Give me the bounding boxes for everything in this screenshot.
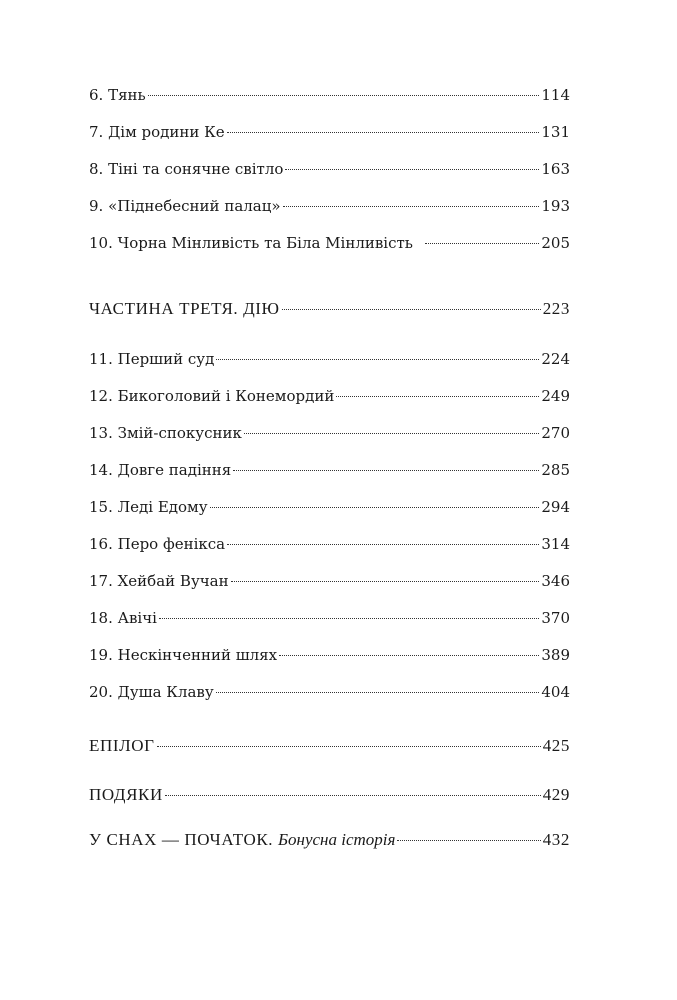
toc-entry-title: 19. Нескінченний шлях — [89, 646, 278, 664]
dot-leader — [282, 309, 541, 310]
toc-entry-page: 314 — [541, 535, 570, 553]
toc-entry-page: 224 — [541, 350, 570, 368]
toc-entry-chapter-9[interactable] — [89, 197, 570, 221]
toc-entry-page: 389 — [541, 646, 570, 664]
toc-entry-page: 205 — [541, 234, 570, 252]
dot-leader — [425, 243, 539, 244]
toc-entry-page: 163 — [541, 160, 570, 178]
toc-entry-title: 9. «Піднебесний палац» — [89, 197, 281, 215]
toc-entry-chapter-10[interactable] — [89, 234, 570, 258]
toc-entry-acknowledgements[interactable] — [89, 785, 570, 809]
toc-entry-title: 7. Дім родини Ке — [89, 123, 225, 141]
toc-entry-page: 432 — [542, 830, 570, 849]
toc-entry-chapter-16[interactable] — [89, 535, 570, 559]
toc-entry-chapter-18[interactable] — [89, 609, 570, 633]
dot-leader — [231, 581, 540, 582]
toc-entry-title-italic: Бонусна історія — [278, 830, 396, 849]
dot-leader — [283, 206, 540, 207]
toc-entry-chapter-17[interactable] — [89, 572, 570, 596]
toc-entry-title — [89, 830, 395, 850]
dot-leader — [244, 433, 539, 434]
toc-entry-page: 425 — [542, 736, 570, 755]
toc-entry-page: 346 — [541, 572, 570, 590]
toc-entry-title: 18. Авічі — [89, 609, 157, 627]
toc-entry-page: 249 — [541, 387, 570, 405]
toc-entry-page: 370 — [541, 609, 570, 627]
toc-entry-title: ЕПІЛОГ — [89, 736, 155, 755]
dot-leader — [157, 746, 541, 747]
toc-entry-chapter-8[interactable] — [89, 160, 570, 184]
toc-entry-page: 223 — [542, 299, 570, 318]
toc-entry-epilogue[interactable] — [89, 736, 570, 760]
toc-entry-chapter-6[interactable] — [89, 86, 570, 110]
dot-leader — [279, 655, 539, 656]
dot-leader — [216, 692, 540, 693]
toc-entry-page: 270 — [541, 424, 570, 442]
toc-entry-page: 294 — [541, 498, 570, 516]
dot-leader — [159, 618, 539, 619]
dot-leader — [227, 132, 540, 133]
dot-leader — [210, 507, 540, 508]
toc-entry-page: 404 — [541, 683, 570, 701]
toc-entry-title-main: У СНАХ — ПОЧАТОК. — [89, 830, 278, 849]
toc-entry-page: 285 — [541, 461, 570, 479]
toc-entry-title: 11. Перший суд — [89, 350, 215, 368]
toc-entry-title: 14. Довге падіння — [89, 461, 232, 479]
dot-leader — [336, 396, 539, 397]
toc-entry-title: 17. Хейбай Вучан — [89, 572, 229, 590]
toc-entry-chapter-7[interactable] — [89, 123, 570, 147]
toc-entry-bonus-story[interactable] — [89, 830, 570, 854]
toc-entry-chapter-20[interactable] — [89, 683, 570, 707]
toc-entry-chapter-13[interactable] — [89, 424, 570, 448]
toc-entry-title: 20. Душа Клаву — [89, 683, 214, 701]
dot-leader — [227, 544, 539, 545]
dot-leader — [165, 795, 541, 796]
toc-entry-chapter-12[interactable] — [89, 387, 570, 411]
toc-entry-title: 13. Змій-спокусник — [89, 424, 242, 442]
toc-entry-page: 193 — [541, 197, 570, 215]
toc-entry-title: 10. Чорна Мінливість та Біла Мінливість — [89, 234, 413, 252]
toc-entry-chapter-19[interactable] — [89, 646, 570, 670]
toc-entry-title: ПОДЯКИ — [89, 785, 163, 804]
toc-entry-title: 16. Перо фенікса — [89, 535, 226, 553]
toc-entry-page: 131 — [541, 123, 570, 141]
toc-entry-title: 8. Тіні та сонячне світло — [89, 160, 284, 178]
toc-entry-chapter-15[interactable] — [89, 498, 570, 522]
toc-entry-title: 12. Бикоголовий і Конемордий — [89, 387, 335, 405]
toc-entry-part-3[interactable] — [89, 299, 570, 323]
dot-leader — [148, 95, 540, 96]
toc-entry-page: 114 — [541, 86, 570, 104]
dot-leader — [397, 840, 540, 841]
dot-leader — [285, 169, 539, 170]
toc-entry-chapter-14[interactable] — [89, 461, 570, 485]
toc-entry-title: ЧАСТИНА ТРЕТЯ. ДІЮ — [89, 299, 280, 318]
dot-leader — [216, 359, 539, 360]
toc-entry-title: 6. Тянь — [89, 86, 146, 104]
toc-entry-title: 15. Леді Едому — [89, 498, 208, 516]
toc-entry-page: 429 — [542, 785, 570, 804]
dot-leader — [233, 470, 539, 471]
toc-entry-chapter-11[interactable] — [89, 350, 570, 374]
